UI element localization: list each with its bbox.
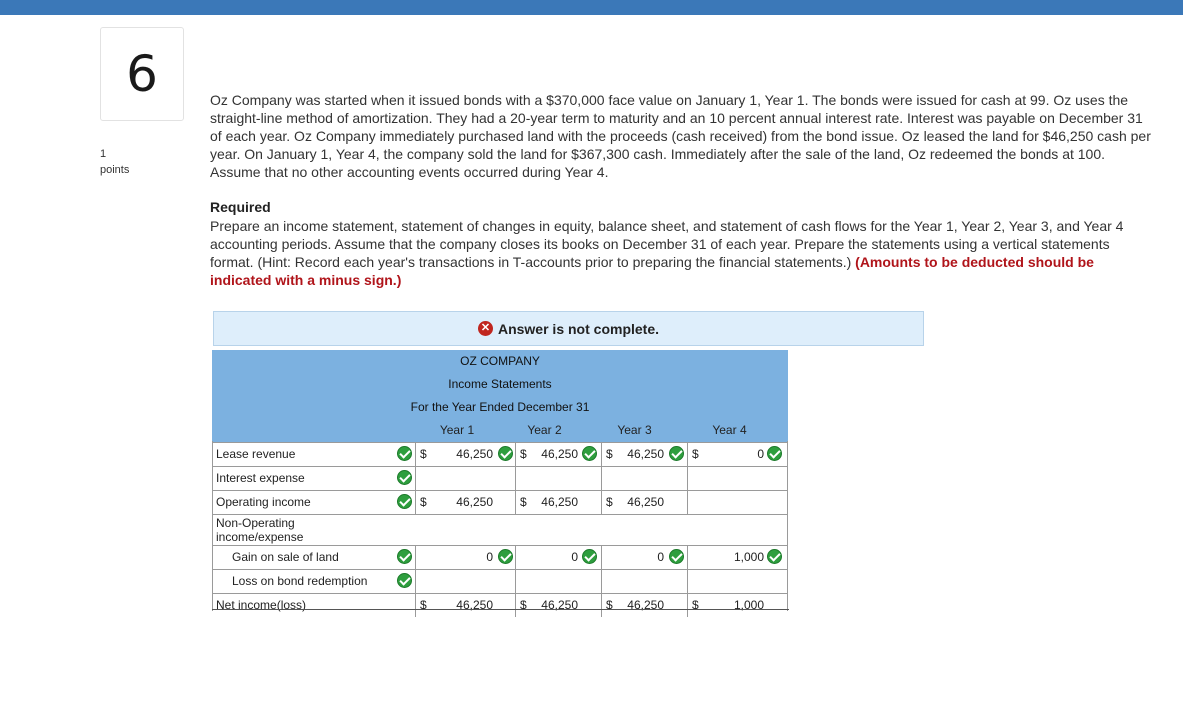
- row-loss-on-bond: [212, 569, 788, 593]
- gain-on-sale-year-1[interactable]: 0: [486, 550, 493, 564]
- points-value: 1: [100, 148, 107, 160]
- operating-income-year-1: 46,250: [456, 495, 493, 509]
- non-operating-label: Non-Operating income/expense: [216, 516, 304, 544]
- required-heading: Required: [210, 199, 271, 215]
- check-icon: [582, 446, 597, 461]
- table-bottom-double-rule: [212, 609, 789, 610]
- answer-status-banner: [213, 311, 924, 346]
- year-header-row: [212, 419, 788, 442]
- year-1-header: Year 1: [439, 423, 475, 437]
- dollar-sign: $: [606, 495, 613, 509]
- lease-revenue-label: Lease revenue: [216, 447, 296, 461]
- check-icon: [669, 549, 684, 564]
- dollar-sign: $: [520, 495, 527, 509]
- loss-on-bond-label: Loss on bond redemption: [232, 574, 368, 588]
- row-net-income: [212, 593, 788, 617]
- lease-revenue-year-2[interactable]: 46,250: [541, 447, 578, 461]
- dollar-sign: $: [520, 447, 527, 461]
- row-non-operating: [212, 514, 788, 545]
- operating-income-label: Operating income: [216, 495, 311, 509]
- dollar-sign: $: [606, 447, 613, 461]
- operating-income-year-3: 46,250: [627, 495, 664, 509]
- dollar-sign: $: [692, 447, 699, 461]
- statement-title: Income Statements: [212, 373, 788, 396]
- answer-status-text: Answer is not complete.: [497, 320, 660, 337]
- operating-income-year-2: 46,250: [541, 495, 578, 509]
- net-income-year-3: 46,250: [627, 598, 664, 612]
- points-info: [100, 146, 129, 178]
- income-statement-table: [212, 350, 788, 617]
- net-income-year-2: 46,250: [541, 598, 578, 612]
- question-number-text: 6: [126, 45, 158, 103]
- company-name: OZ COMPANY: [212, 350, 788, 373]
- gain-on-sale-year-4[interactable]: 1,000: [733, 550, 764, 564]
- check-icon: [498, 446, 513, 461]
- net-income-label: Net income(loss): [216, 598, 307, 612]
- net-income-year-1: 46,250: [456, 598, 493, 612]
- interest-expense-label: Interest expense: [216, 471, 305, 485]
- year-3-header: Year 3: [617, 423, 652, 437]
- row-gain-on-sale: [212, 545, 788, 569]
- dollar-sign: $: [420, 495, 427, 509]
- check-icon: [498, 549, 513, 564]
- question-number: [100, 27, 184, 121]
- row-operating-income: [212, 490, 788, 514]
- row-interest-expense: [212, 466, 788, 490]
- year-2-header: Year 2: [527, 423, 562, 437]
- check-icon: [767, 446, 782, 461]
- check-icon: [582, 549, 597, 564]
- check-icon: [767, 549, 782, 564]
- lease-revenue-year-3[interactable]: 46,250: [627, 447, 664, 461]
- required-note: (Amounts to be deducted should be indicated with a minus sign.): [210, 254, 1094, 288]
- row-lease-revenue: [212, 442, 788, 466]
- gain-on-sale-year-2[interactable]: 0: [571, 550, 578, 564]
- points-label: points: [100, 164, 130, 176]
- dollar-sign: $: [420, 447, 427, 461]
- statement-period: For the Year Ended December 31: [212, 396, 788, 419]
- required-text: [210, 217, 1155, 289]
- top-bar: [0, 0, 1183, 15]
- check-icon: [397, 573, 412, 588]
- check-icon: [669, 446, 684, 461]
- lease-revenue-year-1[interactable]: 46,250: [456, 447, 493, 461]
- dollar-sign: $: [420, 598, 427, 612]
- check-icon: [397, 549, 412, 564]
- lease-revenue-year-4[interactable]: 0: [757, 447, 764, 461]
- dollar-sign: $: [692, 598, 699, 612]
- net-income-year-4: 1,000: [733, 598, 764, 612]
- x-circle-icon: ✕: [478, 321, 493, 336]
- dollar-sign: $: [606, 598, 613, 612]
- question-text: Oz Company was started when it issued bonds with a $370,000 face value on January 1, Year 1. The bonds were issued for cash at 99. Oz uses the straight-line method of amortization. They had a 20-year term to maturity and an 10 percent annual interest rate. Interest was payable on December 31 of each year. Oz Company immediately purchased land with the proceeds (cash received) from the bond issue. Oz leased the land for $46,250 cash per year. On January 1, Year 4, the company sold the land for $367,300 cash. Immediately after the sale of the land, Oz redeemed the bonds at 100. Assume that no other accounting events occurred during Year 4.: [210, 92, 1151, 180]
- check-icon: [397, 446, 412, 461]
- check-icon: [397, 494, 412, 509]
- required-body: Prepare an income statement, statement of changes in equity, balance sheet, and statement of cash flows for the Year 1, Year 2, Year 3, and Year 4 accounting periods. Assume that the company closes its books on December 31 of each year. Prepare the statements using a vertical statements format. (Hint: Record each year's transactions in T-accounts prior to preparing the financial statements.): [210, 218, 1124, 270]
- check-icon: [397, 470, 412, 485]
- dollar-sign: $: [520, 598, 527, 612]
- gain-on-sale-year-3[interactable]: 0: [657, 550, 664, 564]
- year-4-header: Year 4: [712, 423, 747, 437]
- gain-on-sale-label: Gain on sale of land: [232, 550, 339, 564]
